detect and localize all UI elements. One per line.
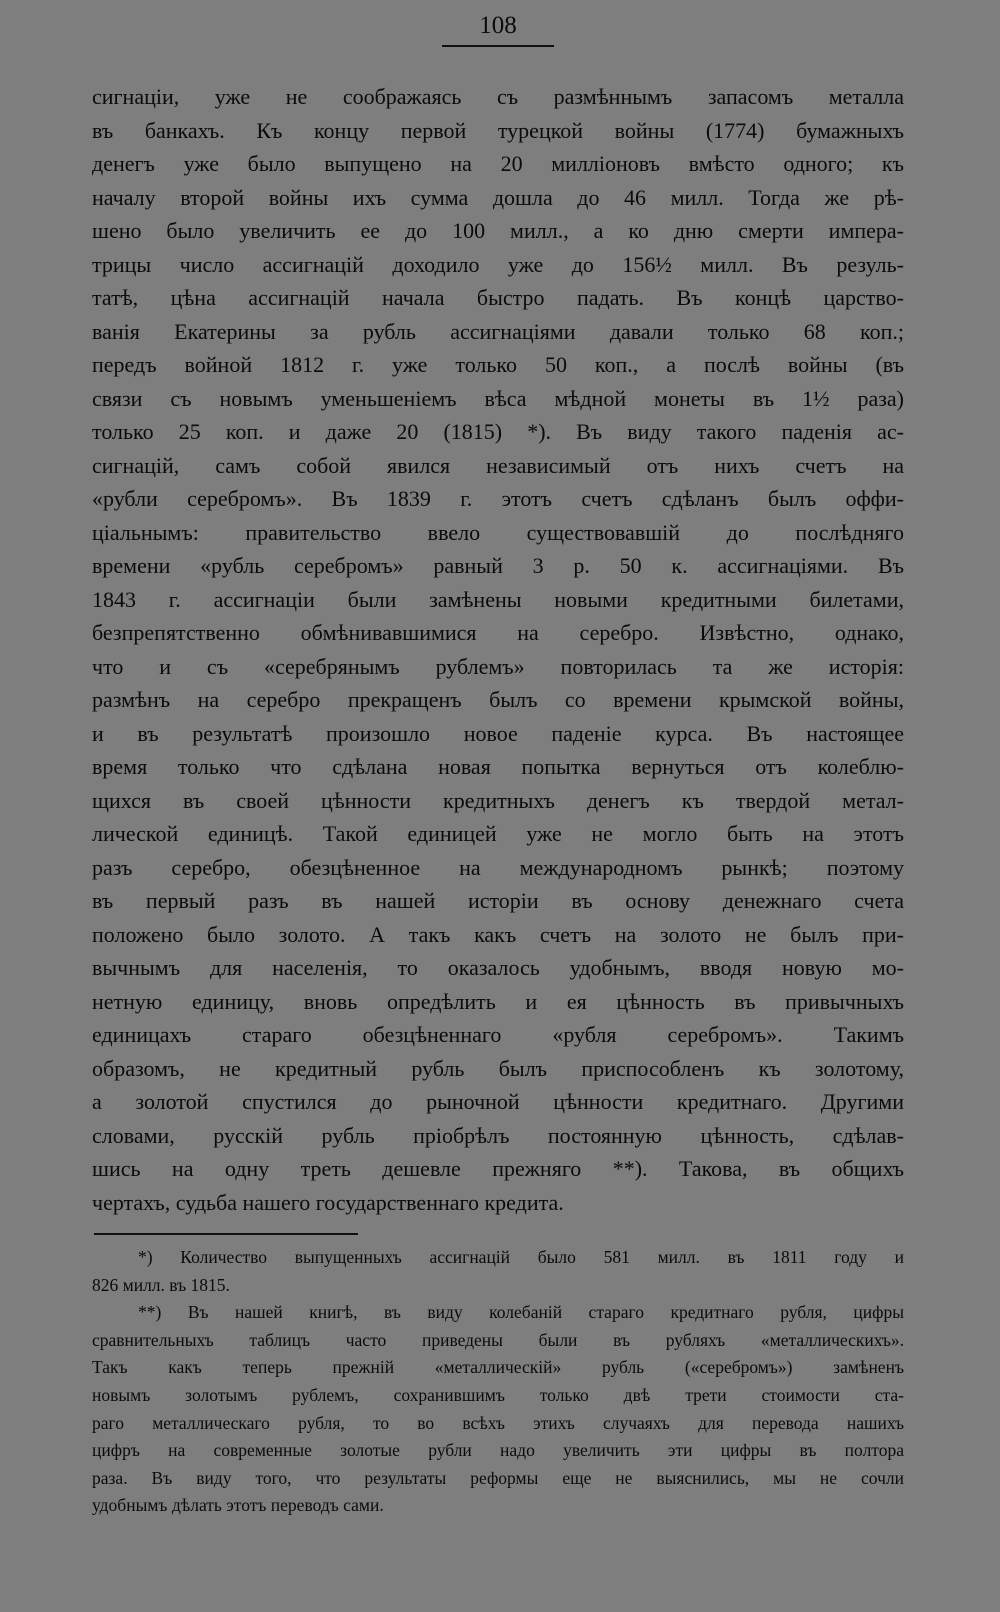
body-text-line: 1843 г. ассигнацiи были замѣнены новыми кредитными билетами, — [92, 586, 904, 612]
body-text-line: нетную единицу, вновь опредѣлить и ея цѣнность въ привычныхъ — [92, 988, 904, 1014]
footnote-line: 826 милл. въ 1815. — [92, 1274, 230, 1295]
footnote-line: сравнительныхъ таблицъ часто приведены были въ рубляхъ «металлическихъ». — [92, 1329, 904, 1350]
body-text-line: сигнацiй, самъ собой явился независимый отъ нихъ счетъ на — [92, 452, 904, 478]
body-text-line: связи съ новымъ уменьшенiемъ вѣса мѣдной монеты въ 1½ раза) — [92, 385, 904, 411]
body-text-line: что и съ «серебрянымъ рублемъ» повторилась та же исторiя: — [92, 653, 904, 679]
body-text-line: единицахъ стараго обезцѣненнаго «рубля серебромъ». Такимъ — [92, 1022, 904, 1047]
body-text-line: лической единицѣ. Такой единицей уже не могло быть на этотъ — [92, 821, 904, 846]
body-text-line: образомъ, не кредитный рубль былъ приспособленъ къ золотому, — [92, 1055, 904, 1081]
page-number-rule — [442, 45, 554, 47]
footnote-line: Такъ какъ теперь прежнiй «металлическiй» рубль («серебромъ») замѣненъ — [92, 1357, 904, 1378]
body-text-line: положено было золото. А такъ какъ счетъ на золото не былъ при- — [92, 921, 904, 947]
body-text-line: денегъ уже было выпущено на 20 миллiоновъ вмѣсто одного; къ — [92, 151, 904, 176]
body-text-line: шено было увеличить ее до 100 милл., а ко дню смерти импера- — [92, 218, 904, 243]
footnote-2 — [92, 1299, 904, 1520]
footnotes — [92, 1244, 904, 1520]
body-text-line: началу второй войны ихъ сумма дошла до 46 милл. Тогда же рѣ- — [92, 184, 904, 210]
body-text-line: шись на одну треть дешевле прежняго **). Такова, въ общихъ — [92, 1156, 904, 1181]
body-text-line: въ банкахъ. Къ концу первой турецкой войны (1774) бумажныхъ — [92, 117, 904, 143]
body-text-line: размѣнъ на серебро прекращенъ былъ со времени крымской войны, — [92, 687, 904, 712]
footnote-line: **) Въ нашей книгѣ, въ виду колебанiй стараго кредитнаго рубля, цифры — [138, 1302, 904, 1323]
body-text-line: а золотой спустился до рыночной цѣнности кредитнаго. Другими — [92, 1089, 904, 1114]
footnote-line: *) Количество выпущенныхъ ассигнацiй было 581 милл. въ 1811 году и — [138, 1247, 904, 1267]
body-text-line: словами, русскiй рубль прiобрѣлъ постоянную цѣнность, сдѣлав- — [92, 1122, 904, 1148]
body-text-line: щихся въ своей цѣнности кредитныхъ денегъ къ твердой метал- — [92, 787, 904, 813]
body-text-line: вычнымъ для населенiя, то оказалось удобнымъ, вводя новую мо- — [92, 955, 904, 980]
footnote-line: раза. Въ виду того, что результаты реформы еще не выяснились, мы не сочли — [92, 1467, 904, 1488]
body-text-line: ванiя Екатерины за рубль ассигнацiями давали только 68 коп.; — [92, 318, 904, 344]
body-text-line: татѣ, цѣна ассигнацiй начала быстро падать. Въ концѣ царство- — [92, 285, 904, 310]
body-text-line: «рубли серебромъ». Въ 1839 г. этотъ счетъ сдѣланъ былъ оффи- — [92, 486, 904, 511]
body-text-line: времени «рубль серебромъ» равный 3 р. 50 к. ассигнацiями. Въ — [92, 553, 904, 578]
body-text-line: чертахъ, судьба нашего государственнаго кредита. — [92, 1189, 564, 1215]
footnote-line: цифръ на современные золотые рубли надо увеличить эти цифры въ полтора — [92, 1440, 904, 1461]
footnote-rule — [94, 1233, 358, 1235]
body-text-line: трицы число ассигнацiй доходило уже до 156½ милл. Въ резуль- — [92, 251, 904, 277]
body-text-line: безпрепятственно обмѣнивавшимися на серебро. Извѣстно, однако, — [92, 620, 904, 645]
body-text-line: сигнацiи, уже не соображаясь съ размѣннымъ запасомъ металла — [92, 84, 904, 109]
footnote-line: раго металлическаго рубля, то во всѣхъ этихъ случаяхъ для перевода нашихъ — [92, 1412, 904, 1433]
footnote-line: удобнымъ дѣлать этотъ переводъ сами. — [92, 1495, 384, 1516]
body-text-line: и въ результатѣ произошло новое паденiе курса. Въ настоящее — [92, 720, 904, 746]
book-page — [92, 0, 904, 1612]
body-text-line: передъ войной 1812 г. уже только 50 коп., а послѣ войны (въ — [92, 352, 904, 377]
body-text-line: въ первый разъ въ нашей исторiи въ основу денежнаго счета — [92, 888, 904, 913]
footnote-1 — [92, 1244, 904, 1299]
body-text-line: разъ серебро, обезцѣненное на международномъ рынкѣ; поэтому — [92, 854, 904, 880]
footnote-line: новымъ золотымъ рублемъ, сохранившимъ только двѣ трети стоимости ста- — [92, 1384, 904, 1405]
main-text — [92, 80, 904, 1219]
body-text-line: время только что сдѣлана новая попытка вернуться отъ колеблю- — [92, 754, 904, 779]
page-number: 108 — [479, 12, 517, 39]
body-text-line: только 25 коп. и даже 20 (1815) *). Въ виду такого паденiя ас- — [92, 419, 904, 444]
body-text-line: цiальнымъ: правительство ввело существовавшiй до послѣдняго — [92, 519, 904, 545]
